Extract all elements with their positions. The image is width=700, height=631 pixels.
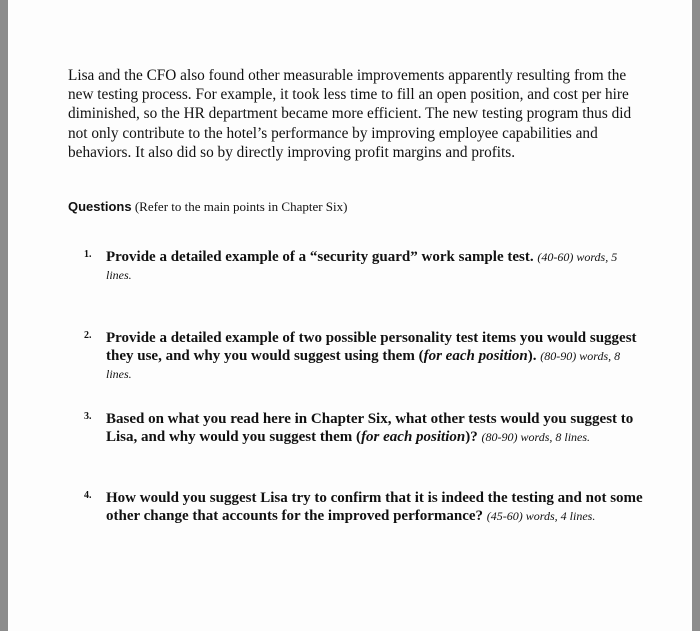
question-item [84, 410, 644, 446]
question-text: Provide a detailed example of a “security guard” work sample test. (40-60) words, 5 lines. [106, 249, 618, 282]
question-number: 2. [84, 330, 92, 341]
question-emphasis: for each position [361, 429, 466, 445]
question-item [84, 248, 644, 284]
question-meta: (40-60) words, 5 lines. [106, 250, 618, 282]
question-meta: (80-90) words, 8 lines. [106, 349, 621, 381]
question-number: 4. [84, 490, 92, 501]
document-page [8, 0, 692, 631]
question-item [84, 329, 644, 383]
questions-heading [68, 199, 628, 215]
question-text: Based on what you read here in Chapter Six, what other tests would you suggest to Lisa, and why would you suggest them (for each position)? (80-90) words, 8 lines. [106, 411, 634, 445]
question-emphasis: for each position [423, 348, 528, 364]
questions-note: (Refer to the main points in Chapter Six) [134, 199, 348, 214]
question-number: 3. [84, 411, 92, 422]
question-meta: (45-60) words, 4 lines. [486, 509, 596, 523]
question-text: Provide a detailed example of two possible personality test items you would suggest they use, and why you would suggest using them (for each position). (80-90) words, 8 lines. [106, 330, 637, 381]
question-meta: (80-90) words, 8 lines. [481, 430, 591, 444]
question-item [84, 489, 644, 525]
questions-label: Questions [68, 199, 132, 214]
question-number: 1. [84, 249, 92, 260]
question-text: How would you suggest Lisa try to confirm that it is indeed the testing and not some other change that accounts for the improved performance? (45-60) words, 4 lines. [106, 490, 643, 524]
intro-paragraph: Lisa and the CFO also found other measurable improvements apparently resulting from the new testing process. For example, it took less time to fill an open position, and cost per hire diminished, so the HR department became more efficient. The new testing program thus did not only contribute to the hotel’s performance by improving employee capabilities and behaviors. It also did so by directly improving profit margins and profits. [68, 67, 632, 161]
